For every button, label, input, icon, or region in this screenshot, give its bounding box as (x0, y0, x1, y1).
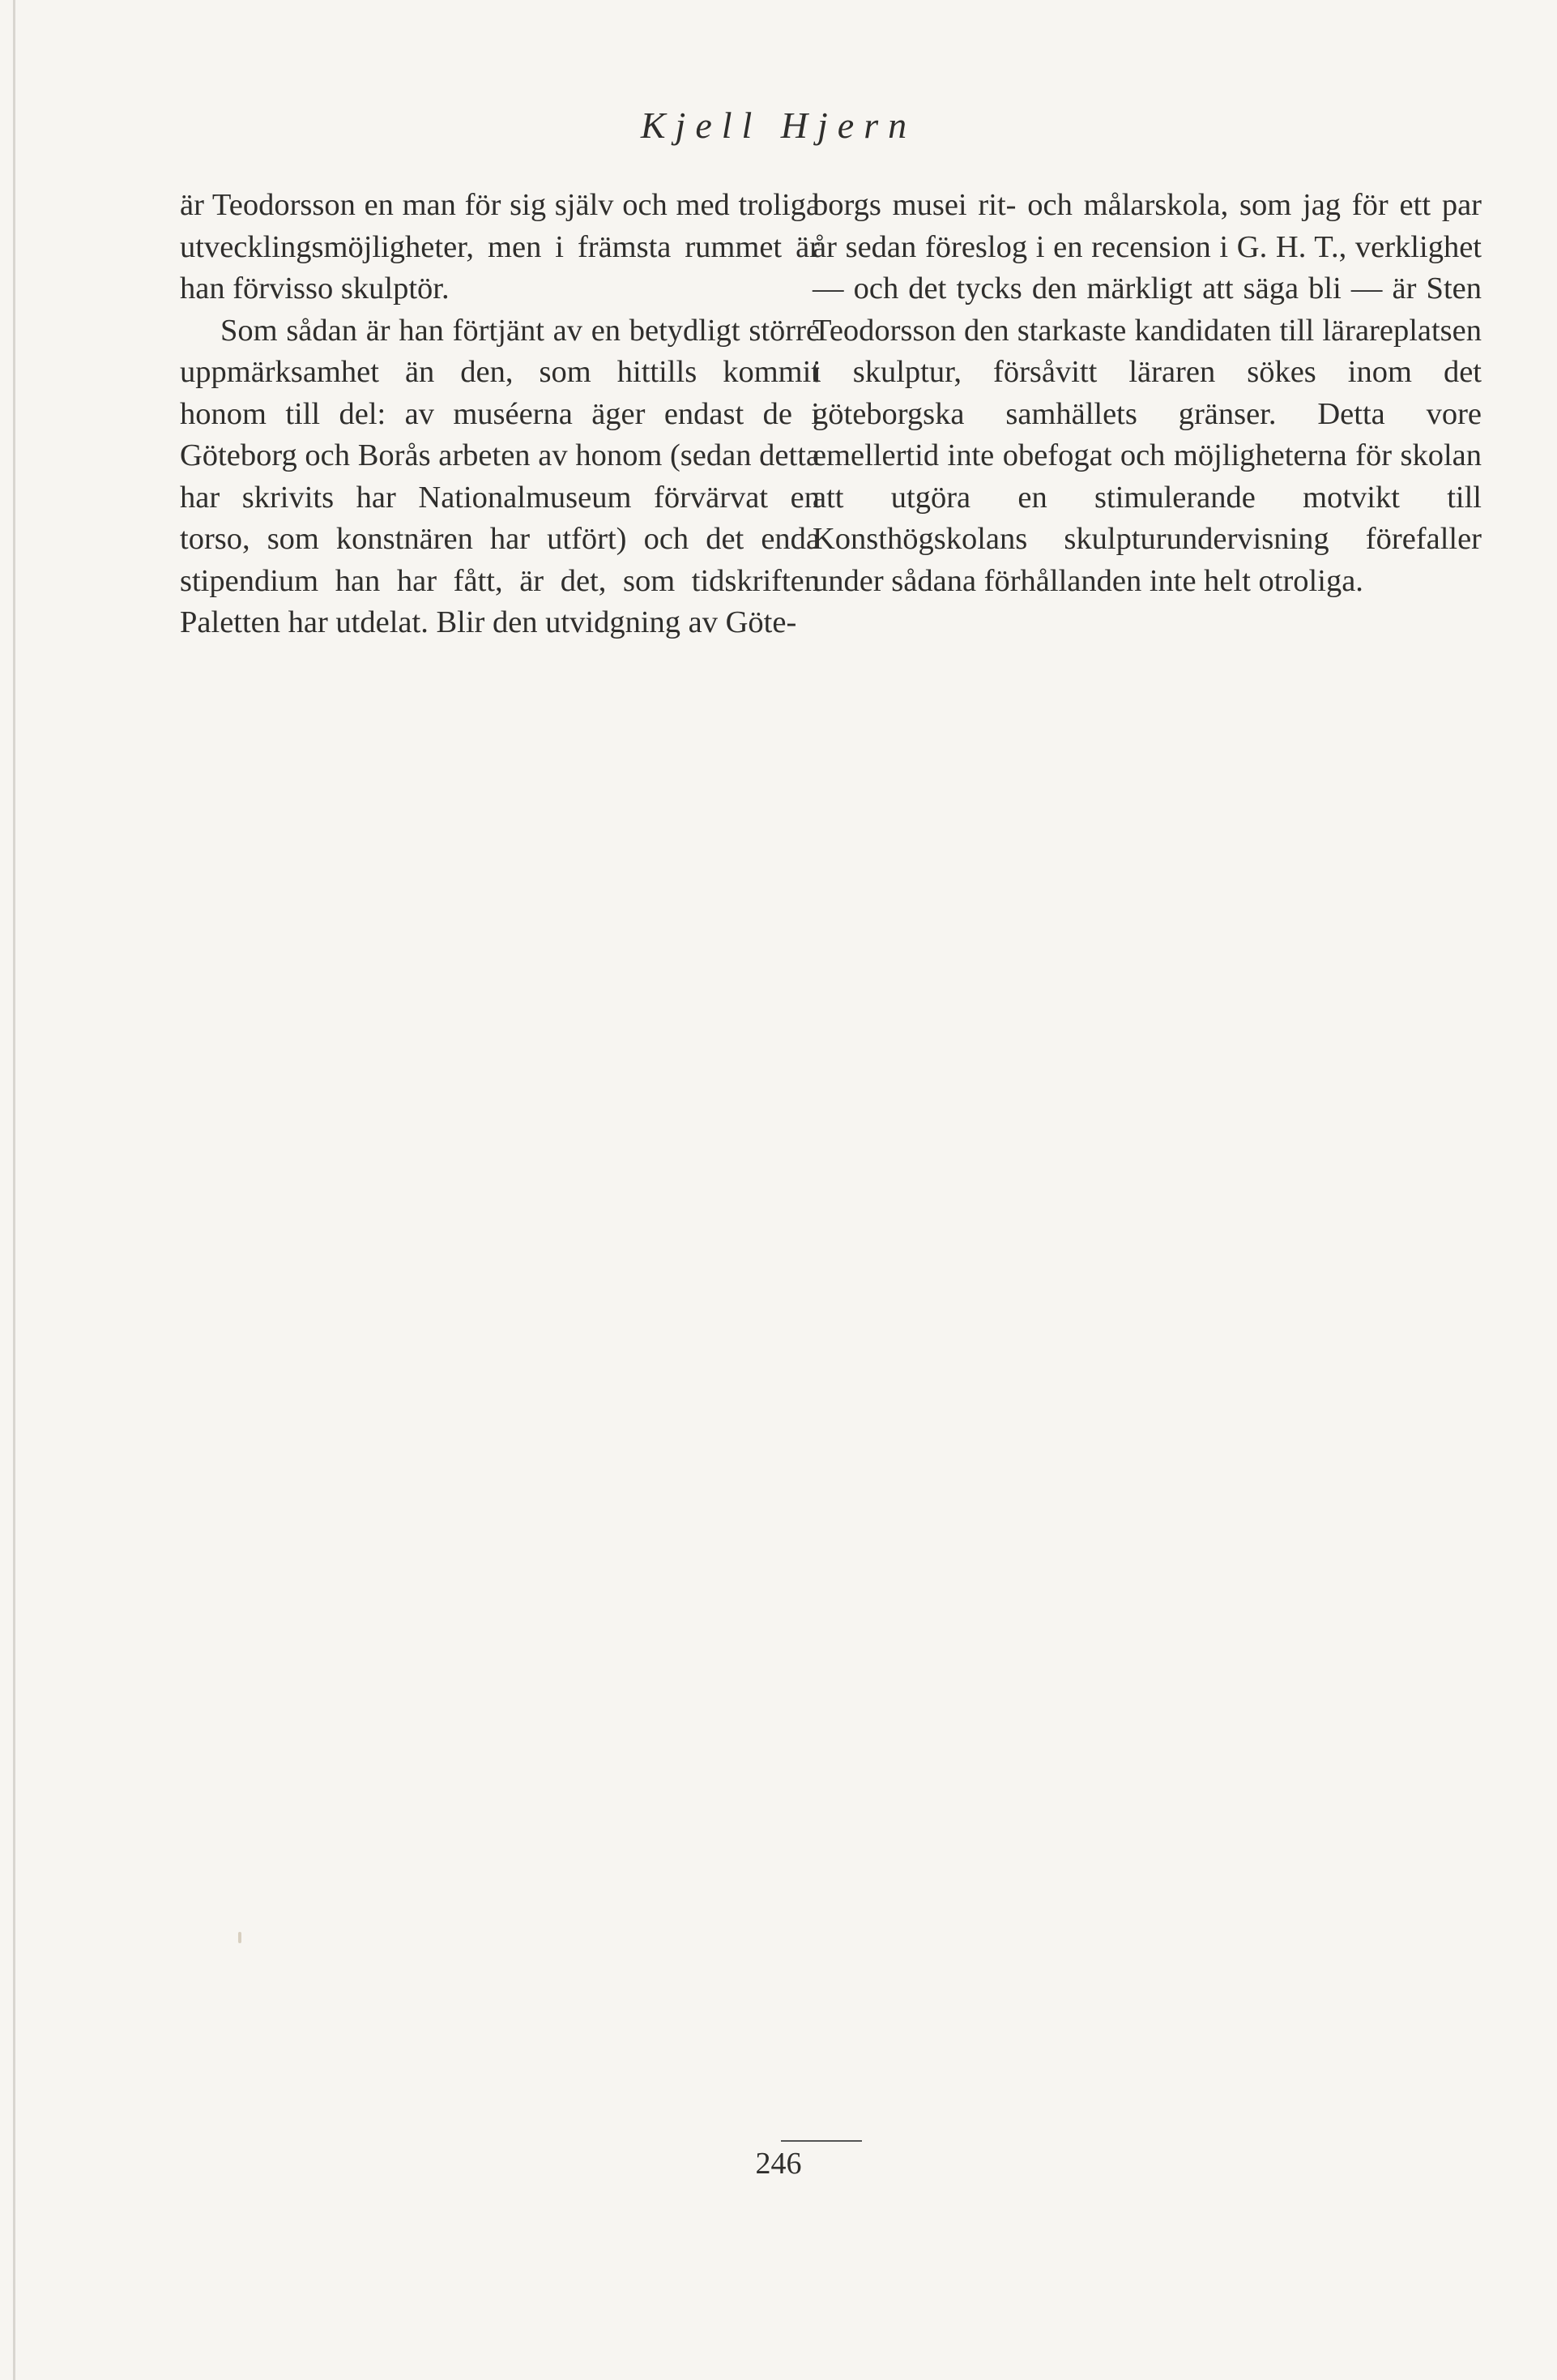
left-column (180, 185, 820, 644)
running-head: Kjell Hjern (640, 105, 917, 146)
page-edge (13, 0, 15, 2380)
right-column (813, 185, 1482, 602)
left-paragraph-2: Som sådan är han förtjänt av en betydligt större uppmärksamhet än den, som hittills kommit honom till del: av muséerna äger endast de i Göteborg och Borås arbeten av honom (sedan detta har skrivits har Nationalmuseum förvärvat en torso, som konstnären har utfört) och det enda stipendium han har fått, är det, som tidskriften Paletten har utdelat. Blir den utvidgning av Göte- (180, 313, 820, 639)
left-paragraph-1: är Teodorsson en man för sig själv och med troliga utvecklingsmöjligheter, men i främsta rummet är han förvisso skulptör. (180, 188, 820, 306)
page-number: 246 (755, 2147, 802, 2181)
page-number-rule (781, 2140, 862, 2142)
right-paragraph-1: borgs musei rit- och målarskola, som jag för ett par år sedan föreslog i en recension i G. H. T., verklighet — och det tycks den märkligt att säga bli — är Sten Teodorsson den starkaste kandidaten till lärareplatsen i skulptur, försåvitt läraren sökes inom det göteborgska samhällets gränser. Detta vore emellertid inte obefogat och möjligheterna för skolan att utgöra en stimulerande motvikt till Konsthögskolans skulpturundervisning förefaller under sådana förhållanden inte helt otroliga. (813, 188, 1482, 598)
paper-speck (238, 1932, 241, 1943)
